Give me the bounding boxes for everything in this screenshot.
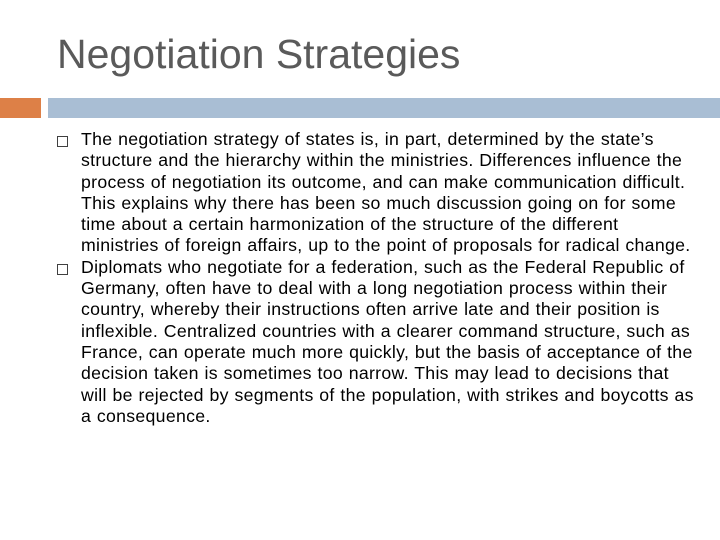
bullet-item-structure — [57, 129, 697, 257]
hollow-square-bullet-icon — [57, 264, 68, 275]
title-rule-bar — [48, 98, 720, 118]
hollow-square-bullet-icon — [57, 136, 68, 147]
title-accent-bar — [0, 98, 41, 118]
bullet-text: The negotiation strategy of states is, in part, determined by the state’s structure and the hierarchy within the ministries. Differences influence the process of negotiation its outcome, and can make communication difficult. This explains why there has been so much discussion going on for some time about a certain harmonization of the structure of the different ministries of foreign affairs, up to the point of proposals for radical change. — [81, 129, 691, 256]
slide-title: Negotiation Strategies — [57, 31, 461, 77]
bullet-item-federation — [57, 257, 697, 427]
bullet-text: Diplomats who negotiate for a federation, such as the Federal Republic of Germany, often have to deal with a long negotiation process within their country, whereby their instructions often arrive late and their position is inflexible. Centralized countries with a clearer command structure, such as France, can operate much more quickly, but the basis of acceptance of the decision taken is sometimes too narrow. This may lead to decisions that will be rejected by segments of the population, with strikes and boycotts as a consequence. — [81, 256, 694, 426]
bullet-list — [57, 129, 697, 427]
